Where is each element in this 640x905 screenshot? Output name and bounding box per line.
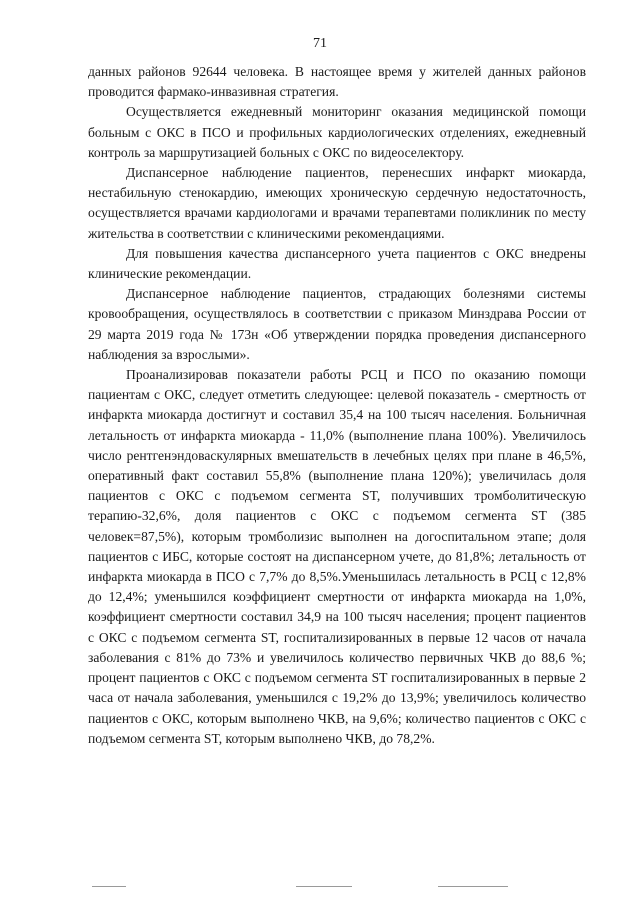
paragraph-1: данных районов 92644 человека. В настоящее время у жителей данных районов проводится фармако-инвазивная стратегия. bbox=[88, 64, 586, 100]
page-number: 71 bbox=[313, 36, 327, 51]
paragraph-2: Осуществляется ежедневный мониторинг оказания медицинской помощи больным с ОКС в ПСО и профильных кардиологических отделениях, ежедневный контроль за маршрутизацией больных с ОКС по видеоселектору. bbox=[88, 104, 586, 160]
scan-mark bbox=[296, 886, 352, 887]
paragraph-4: Для повышения качества диспансерного учета пациентов с ОКС внедрены клинические рекомендации. bbox=[88, 245, 586, 282]
scan-mark bbox=[92, 886, 126, 887]
scan-mark bbox=[438, 886, 508, 887]
document-body bbox=[88, 62, 586, 749]
paragraph-3: Диспансерное наблюдение пациентов, перенесших инфаркт миокарда, нестабильную стенокардию, имеющих хроническую сердечную недостаточность, осуществляется врачами кардиологами и врачами терапевтами поликлиник по месту жительства в соответствии с клиническими рекомендациями. bbox=[88, 165, 586, 241]
paragraph-5: Диспансерное наблюдение пациентов, страдающих болезнями системы кровообращения, осуществлялось в соответствии с приказом Минздрава России от 29 марта 2019 года № 173н «Об утверждении порядка проведения диспансерного наблюдения за взрослыми». bbox=[88, 286, 586, 362]
paragraph-6: Проанализировав показатели работы РСЦ и ПСО по оказанию помощи пациентам с ОКС, следует отметить следующее: целевой показатель - смертность от инфаркта миокарда достигнут и составил 35,4 на 100 тысяч населения. Больничная летальность от инфаркта миокарда - 11,0% (выполнение плана 100%). Увеличилось число рентгенэндоваскулярных вмешательств в лечебных целях при плане в 46,5%, оперативный факт составил 55,8% (выполнение плана 120%); увеличилась доля пациентов с ОКС с подъемом сегмента ST, получивших тромболитическую терапию-32,6%, доля пациентов с ОКС с подъемом сегмента ST (385 человек=87,5%), которым тромболизис выполнен на догоспитальном этапе; доля пациентов с ИБС, которые состоят на диспансерном учете, до 81,8%; летальность от инфаркта миокарда в ПСО с 7,7% до 8,5%.Уменьшилась летальность в РСЦ с 12,8% до 12,4%; уменьшился коэффициент смертности от инфаркта миокарда на 1,0%, коэффициент смертности составил 34,9 на 100 тысяч населения; процент пациентов с ОКС с подъемом сегмента ST, госпитализированных в первые 12 часов от начала заболевания с 81% до 73% и увеличилось количество первичных ЧКВ до 88,6 %; процент пациентов с ОКС с подъемом сегмента ST госпитализированных в первые 2 часа от начала заболевания, уменьшился с 19,2% до 13,9%; увеличилось количество пациентов с ОКС, которым выполнено ЧКВ, на 9,6%; количество пациентов с ОКС с подъемом сегмента ST, которым выполнено ЧКВ, до 78,2%. bbox=[88, 367, 586, 746]
scan-artifact-marks bbox=[0, 886, 640, 892]
